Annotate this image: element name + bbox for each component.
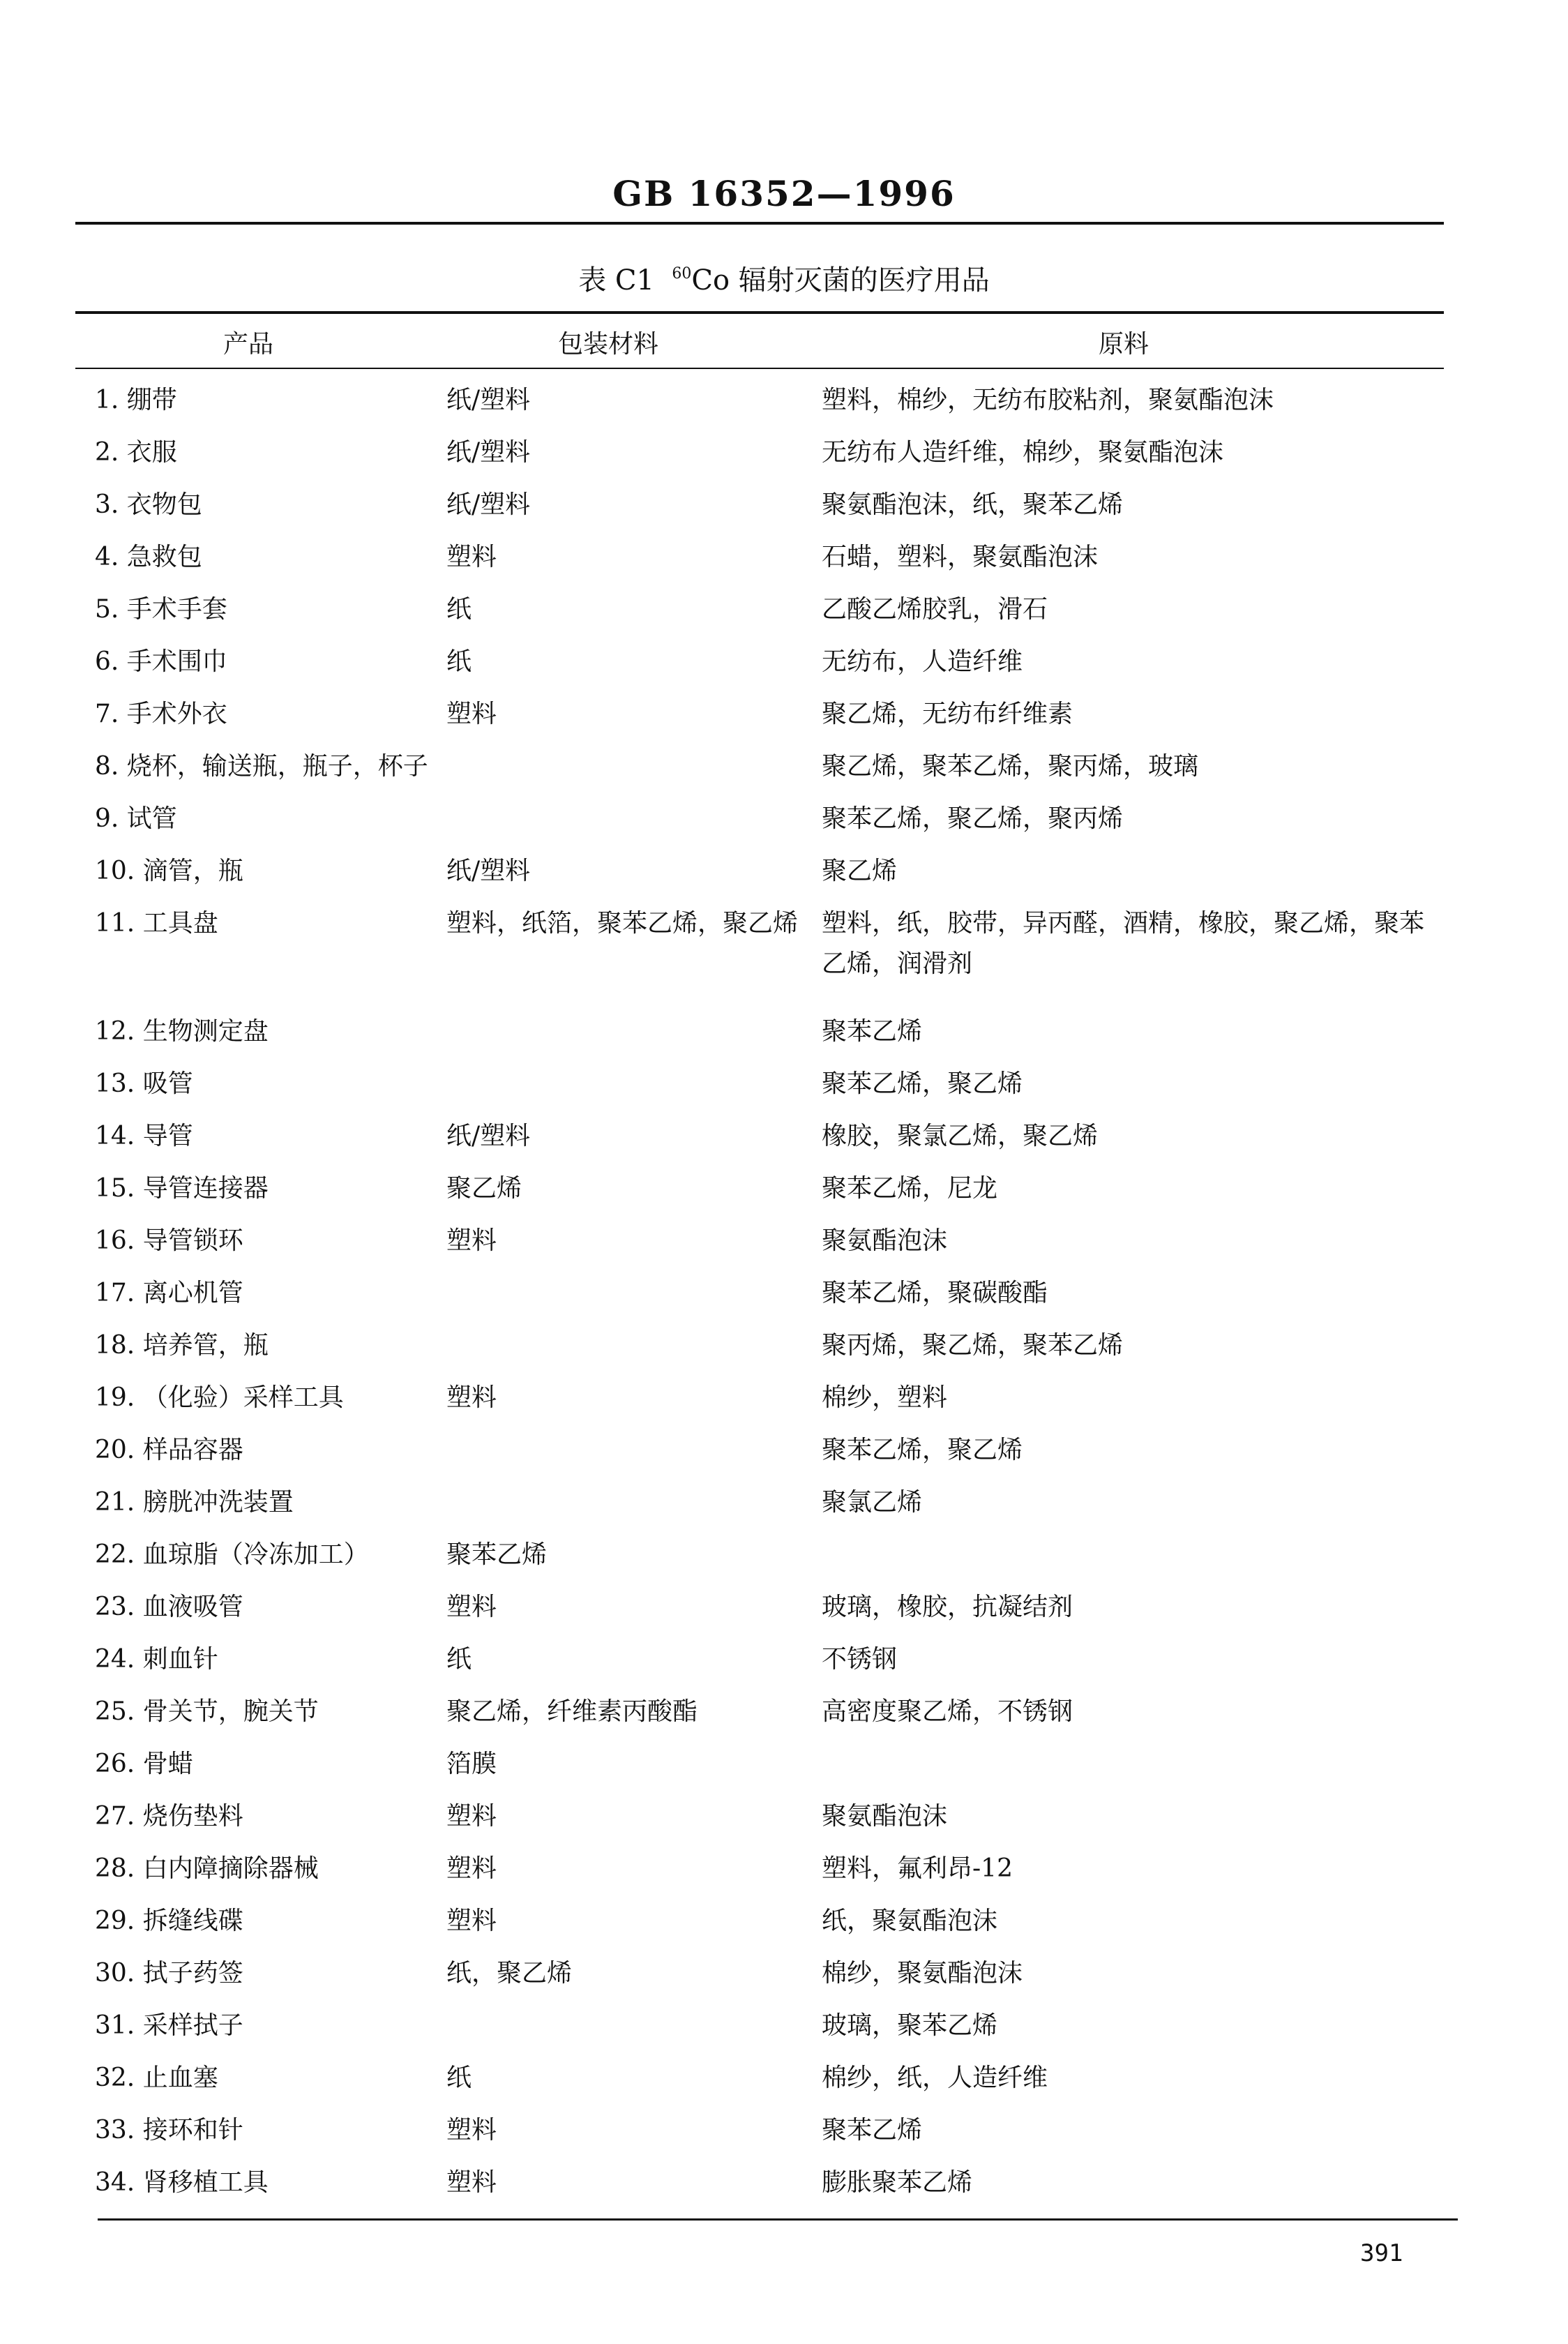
packaging-cell: 塑料: [446, 1593, 497, 1621]
product-cell: 30. 拭子药签: [95, 1959, 243, 1988]
table-title: [0, 258, 1568, 298]
table-title-prefix: 表 C1: [578, 264, 654, 296]
raw-material-cell: 聚丙烯，聚乙烯，聚苯乙烯: [822, 1331, 1124, 1360]
product-cell: 20. 样品容器: [95, 1436, 243, 1464]
table-row: [0, 1901, 1568, 1943]
packaging-cell: 纸: [446, 647, 472, 676]
packaging-cell: 纸: [446, 2064, 472, 2092]
product-cell: 16. 导管锁环: [95, 1226, 243, 1255]
raw-material-cell: 玻璃，橡胶，抗凝结剂: [822, 1593, 1073, 1621]
packaging-cell: 塑料: [446, 2168, 497, 2197]
raw-material-cell: 聚苯乙烯，聚乙烯，聚丙烯: [822, 804, 1124, 833]
table-row: [0, 589, 1568, 631]
product-cell: 33. 接环和针: [95, 2116, 243, 2144]
raw-material-cell: 无纺布，人造纤维: [822, 647, 1023, 676]
table-row: [0, 1744, 1568, 1786]
raw-material-cell: 聚苯乙烯，聚碳酸酯: [822, 1279, 1048, 1307]
packaging-cell: 塑料: [446, 1802, 497, 1831]
packaging-cell: 塑料: [446, 2116, 497, 2144]
table-row: [0, 694, 1568, 736]
table-row: [0, 1535, 1568, 1577]
raw-material-cell: 膨胀聚苯乙烯: [822, 2168, 973, 2197]
packaging-cell: 纸: [446, 1645, 472, 1674]
product-cell: 13. 吸管: [95, 1069, 193, 1098]
raw-material-cell: 聚乙烯，聚苯乙烯，聚丙烯，玻璃: [822, 752, 1199, 781]
product-cell: 7. 手术外衣: [95, 700, 227, 728]
packaging-cell: 塑料: [446, 700, 497, 728]
raw-material-cell: 棉纱，纸，人造纤维: [822, 2064, 1048, 2092]
raw-material-cell: 棉纱，聚氨酯泡沫: [822, 1959, 1023, 1988]
raw-material-cell: 乙酸乙烯胶乳，滑石: [822, 595, 1048, 624]
table-row: [0, 1953, 1568, 1995]
product-cell: 26. 骨蜡: [95, 1750, 193, 1778]
table-row: [0, 2058, 1568, 2100]
product-cell: 31. 采样拭子: [95, 2011, 243, 2040]
product-cell: 18. 培养管，瓶: [95, 1331, 269, 1360]
product-cell: 2. 衣服: [95, 438, 177, 467]
table-row: [0, 1796, 1568, 1838]
packaging-cell: 塑料: [446, 1907, 497, 1935]
table-row: [0, 1064, 1568, 1106]
product-cell: 22. 血琼脂（冷冻加工）: [95, 1540, 369, 1569]
raw-material-cell: 聚乙烯，无纺布纤维素: [822, 700, 1073, 728]
table-row: [0, 746, 1568, 788]
table-row: [0, 1116, 1568, 1158]
raw-material-cell: 聚氨酯泡沫: [822, 1802, 948, 1831]
table-row: [0, 1587, 1568, 1629]
raw-material-cell: 聚氨酯泡沫，纸，聚苯乙烯: [822, 490, 1124, 519]
raw-material-cell: 不锈钢: [822, 1645, 898, 1674]
raw-material-cell: 高密度聚乙烯，不锈钢: [822, 1697, 1073, 1726]
table-row: [0, 1692, 1568, 1734]
product-cell: 11. 工具盘: [95, 909, 218, 938]
raw-material-cell: 聚苯乙烯，尼龙: [822, 1174, 998, 1203]
table-row: [0, 799, 1568, 841]
product-cell: 24. 刺血针: [95, 1645, 218, 1674]
table-row: [0, 1221, 1568, 1263]
packaging-cell: 箔膜: [446, 1750, 497, 1778]
product-cell: 14. 导管: [95, 1122, 193, 1150]
raw-material-cell: 塑料，棉纱，无纺布胶粘剂，聚氨酯泡沫: [822, 386, 1274, 414]
column-header-packaging: 包装材料: [558, 330, 659, 359]
product-cell: 9. 试管: [95, 804, 177, 833]
packaging-cell: 纸，聚乙烯: [446, 1959, 573, 1988]
packaging-cell: 聚乙烯: [446, 1174, 522, 1203]
product-cell: 15. 导管连接器: [95, 1174, 269, 1203]
raw-material-cell: 棉纱，塑料: [822, 1383, 948, 1412]
product-cell: 27. 烧伤垫料: [95, 1802, 243, 1831]
packaging-cell: 塑料: [446, 543, 497, 571]
table-row: [0, 1849, 1568, 1891]
raw-material-cell: 塑料，纸，胶带，异丙醛，酒精，橡胶，聚乙烯，聚苯乙烯，润滑剂: [822, 909, 1425, 978]
raw-material-cell: 纸，聚氨酯泡沫: [822, 1907, 998, 1935]
header-rule: [75, 222, 1444, 225]
product-cell: 17. 离心机管: [95, 1279, 243, 1307]
product-cell: 29. 拆缝线碟: [95, 1907, 243, 1935]
page-number: 391: [1360, 2239, 1403, 2267]
table-row: [0, 380, 1568, 422]
table-row: [0, 1012, 1568, 1053]
packaging-cell: 塑料: [446, 1854, 497, 1883]
packaging-cell: 纸/塑料: [446, 438, 531, 467]
product-cell: 3. 衣物包: [95, 490, 202, 519]
raw-material-cell: 聚苯乙烯，聚乙烯: [822, 1069, 1023, 1098]
packaging-cell: 塑料: [446, 1383, 497, 1412]
table-row: [0, 1325, 1568, 1367]
raw-material-cell: 聚苯乙烯: [822, 1017, 923, 1046]
table-row: [0, 642, 1568, 684]
raw-material-cell: 聚氯乙烯: [822, 1488, 923, 1517]
table-top-rule: [75, 311, 1444, 314]
product-cell: 4. 急救包: [95, 543, 202, 571]
product-cell: 19. （化验）采样工具: [95, 1383, 344, 1412]
packaging-cell: 聚乙烯，纤维素丙酸酯: [446, 1697, 698, 1726]
product-cell: 10. 滴管，瓶: [95, 857, 243, 885]
packaging-cell: 聚苯乙烯: [446, 1540, 548, 1569]
column-header-raw-material: 原料: [1099, 330, 1149, 359]
table-bottom-rule: [98, 2218, 1458, 2221]
table-row: [0, 1639, 1568, 1681]
product-cell: 34. 肾移植工具: [95, 2168, 269, 2197]
raw-material-cell: 聚苯乙烯: [822, 2116, 923, 2144]
raw-material-cell: 橡胶，聚氯乙烯，聚乙烯: [822, 1122, 1099, 1150]
table-row: [0, 1482, 1568, 1524]
table-row: [0, 1430, 1568, 1472]
product-cell: 5. 手术手套: [95, 595, 227, 624]
raw-material-cell: 石蜡，塑料，聚氨酯泡沫: [822, 543, 1099, 571]
raw-material-cell: 玻璃，聚苯乙烯: [822, 2011, 998, 2040]
product-cell: 32. 止血塞: [95, 2064, 218, 2092]
standard-number: GB 16352—1996: [612, 173, 956, 214]
packaging-cell: 塑料: [446, 1226, 497, 1255]
table-row: [0, 433, 1568, 474]
packaging-cell: 纸/塑料: [446, 386, 531, 414]
table-row: [0, 2110, 1568, 2152]
packaging-cell: 纸: [446, 595, 472, 624]
product-cell: 21. 膀胱冲洗装置: [95, 1488, 294, 1517]
table-header-rule: [75, 368, 1444, 369]
raw-material-cell: 聚乙烯: [822, 857, 898, 885]
product-cell: 28. 白内障摘除器械: [95, 1854, 319, 1883]
table-row: [0, 537, 1568, 579]
packaging-cell: 纸/塑料: [446, 857, 531, 885]
table-row: [0, 1378, 1568, 1420]
table-row: [0, 1169, 1568, 1210]
table-row: [0, 2163, 1568, 2204]
table-row: [0, 2006, 1568, 2048]
product-cell: 23. 血液吸管: [95, 1593, 243, 1621]
table-row: [0, 903, 1568, 978]
product-cell: 12. 生物测定盘: [95, 1017, 269, 1046]
table-row: [0, 851, 1568, 893]
packaging-cell: 纸/塑料: [446, 1122, 531, 1150]
product-cell: 6. 手术围巾: [95, 647, 227, 676]
packaging-cell: 塑料，纸箔，聚苯乙烯，聚乙烯: [446, 909, 799, 938]
table-title-suffix: Co 辐射灭菌的医疗用品: [691, 264, 990, 296]
product-cell: 8. 烧杯，输送瓶，瓶子，杯子: [95, 752, 428, 781]
packaging-cell: 纸/塑料: [446, 490, 531, 519]
raw-material-cell: 聚苯乙烯，聚乙烯: [822, 1436, 1023, 1464]
table-row: [0, 1273, 1568, 1315]
raw-material-cell: 无纺布人造纤维，棉纱，聚氨酯泡沫: [822, 438, 1224, 467]
product-cell: 25. 骨关节，腕关节: [95, 1697, 319, 1726]
product-cell: 1. 绷带: [95, 386, 177, 414]
raw-material-cell: 塑料，氟利昂-12: [822, 1854, 1013, 1883]
column-header-product: 产品: [223, 330, 274, 359]
raw-material-cell: 聚氨酯泡沫: [822, 1226, 948, 1255]
table-row: [0, 485, 1568, 527]
table-title-isotope-mass: 60: [672, 265, 692, 283]
